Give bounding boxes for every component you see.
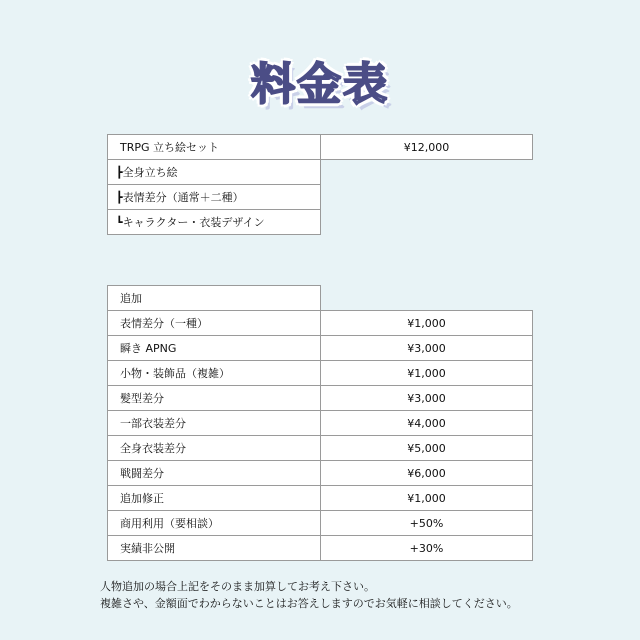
option-label: 全身衣装差分: [107, 435, 321, 461]
set-item-full-body: ┣全身立ち絵: [107, 159, 321, 185]
option-label: 一部衣装差分: [107, 410, 321, 436]
option-price: ¥4,000: [320, 410, 533, 436]
option-price: +30%: [320, 535, 533, 561]
option-price: ¥3,000: [320, 385, 533, 411]
option-label: 追加修正: [107, 485, 321, 511]
option-price: ¥6,000: [320, 460, 533, 486]
option-label: 実績非公開: [107, 535, 321, 561]
option-price: +50%: [320, 510, 533, 536]
page-title: 料金表: [251, 59, 389, 110]
option-price: ¥5,000: [320, 435, 533, 461]
option-label: 表情差分（一種）: [107, 310, 321, 336]
set-item-expressions: ┣表情差分（通常＋二種）: [107, 184, 321, 210]
option-label: 髪型差分: [107, 385, 321, 411]
set-name-cell: TRPG 立ち絵セット: [107, 134, 321, 160]
option-price: ¥1,000: [320, 360, 533, 386]
option-label: 小物・装飾品（複雑）: [107, 360, 321, 386]
title-area: [0, 48, 640, 112]
option-price: ¥1,000: [320, 310, 533, 336]
option-label: 戦闘差分: [107, 460, 321, 486]
option-price: ¥3,000: [320, 335, 533, 361]
set-price-cell: ¥12,000: [320, 134, 533, 160]
options-header: 追加: [107, 285, 321, 311]
set-item-design: ┗キャラクター・衣装デザイン: [107, 209, 321, 235]
option-price: ¥1,000: [320, 485, 533, 511]
note-line: 人物追加の場合上記をそのまま加算してお考え下さい。: [100, 580, 375, 593]
option-label: 瞬き APNG: [107, 335, 321, 361]
note-line: 複雑さや、金額面でわからないことはお答えしますのでお気軽に相談してください。: [100, 597, 518, 610]
option-label: 商用利用（要相談）: [107, 510, 321, 536]
